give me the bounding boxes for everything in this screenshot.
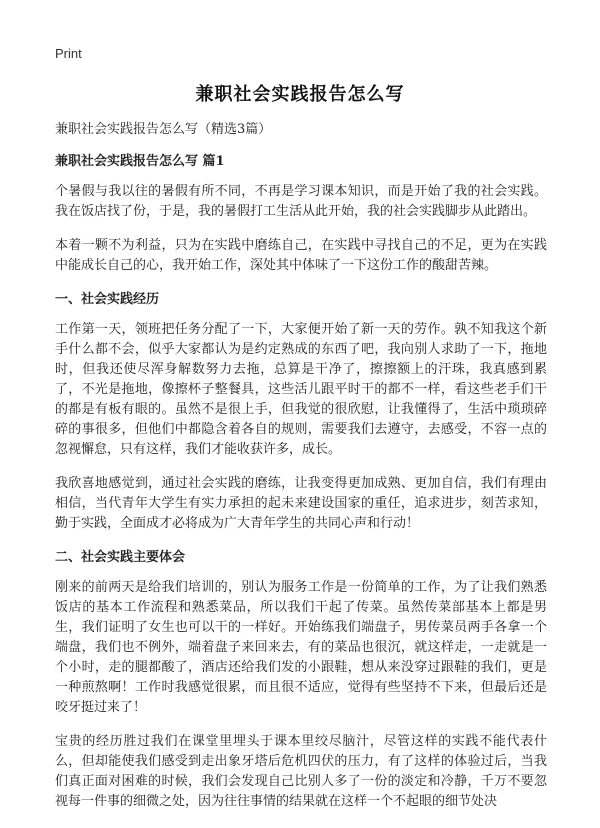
section-1-paragraph-2: 我欣喜地感觉到，通过社会实践的磨练，让我变得更加成熟、更加自信，我们有理由相信，当代青年大学生有实力承担的起未来建设国家的重任，追求进步，刻苦求知，勤于实践，全面成才必将成为广大青年学生的共同心声和行动！ <box>55 476 547 531</box>
print-link[interactable]: Print <box>55 46 82 61</box>
section-2-heading: 二、社会实践主要体会 <box>55 550 186 565</box>
article-heading: 兼职社会实践报告怎么写 篇1 <box>55 154 225 169</box>
document-title: 兼职社会实践报告怎么写 <box>195 84 405 105</box>
document-subtitle: 兼职社会实践报告怎么写（精选3篇） <box>55 122 272 137</box>
intro-paragraph-2: 本着一颗不为利益，只为在实践中磨练自己，在实践中寻找自己的不足，更为在实践中能成长自己的心，我开始工作，深处其中体味了一下这份工作的酸甜苦辣。 <box>55 238 547 273</box>
section-1-paragraph-1: 工作第一天，领班把任务分配了一下，大家便开始了新一天的劳作。孰不知我这个新手什么都不会，似乎大家都认为是约定熟成的东西了吧，我向别人求助了一下，拖地时，但我还使尽浑身解数努力去拖，总算是干净了，擦擦额上的汗珠，我真感到累了，不光是拖地，像擦杯子整餐具，这些活儿跟平时干的都不一样，看这些老手们干的都是有板有眼的。虽然不是很上手，但我觉的很欣慰，让我懂得了，生活中琐琐碎碎的事很多，但他们中都隐含着各自的规则，需要我们去遵守，去感受，不容一点的忽视懈怠，只有这样，我们才能收获许多，成长。 <box>55 322 547 457</box>
intro-paragraph-1: 个暑假与我以往的暑假有所不同，不再是学习课本知识，而是开始了我的社会实践。我在饭店找了份，于是，我的暑假打工生活从此开始，我的社会实践脚步从此踏出。 <box>55 184 547 219</box>
section-1-heading: 一、社会实践经历 <box>55 292 160 307</box>
section-2-paragraph-1: 刚来的前两天是给我们培训的，别认为服务工作是一份简单的工作，为了让我们熟悉饭店的基本工作流程和熟悉菜品，所以我们干起了传菜。虽然传菜部基本上都是男生，我们证明了女生也可以干的一样好。开始练我们端盘子，男传菜员两手各拿一个端盘，我们也不例外，端着盘子来回来去，有的菜品也很沉，就这样走，一走就是一个小时，走的腿都酸了，酒店还给我们发的小跟鞋，想从来没穿过跟鞋的我们，更是一种煎熬啊！工作时我感觉很累，而且很不适应，觉得有些坚持不下来，但最后还是咬牙挺过来了！ <box>55 580 547 715</box>
section-2-paragraph-2: 宝贵的经历胜过我们在课堂里埋头于课本里绞尽脑汁，尽管这样的实践不能代表什么，但却能使我们感受到走出象牙塔后危机四伏的压力，有了这样的体验过后，当我们真正面对困难的时候，我们会发现自己比别人多了一份的淡定和冷静，千万不要忽视每一件事的细微之处，因为往往事情的结果就在这样一个不起眼的细节处决 <box>55 734 547 809</box>
document-body <box>55 120 547 812</box>
